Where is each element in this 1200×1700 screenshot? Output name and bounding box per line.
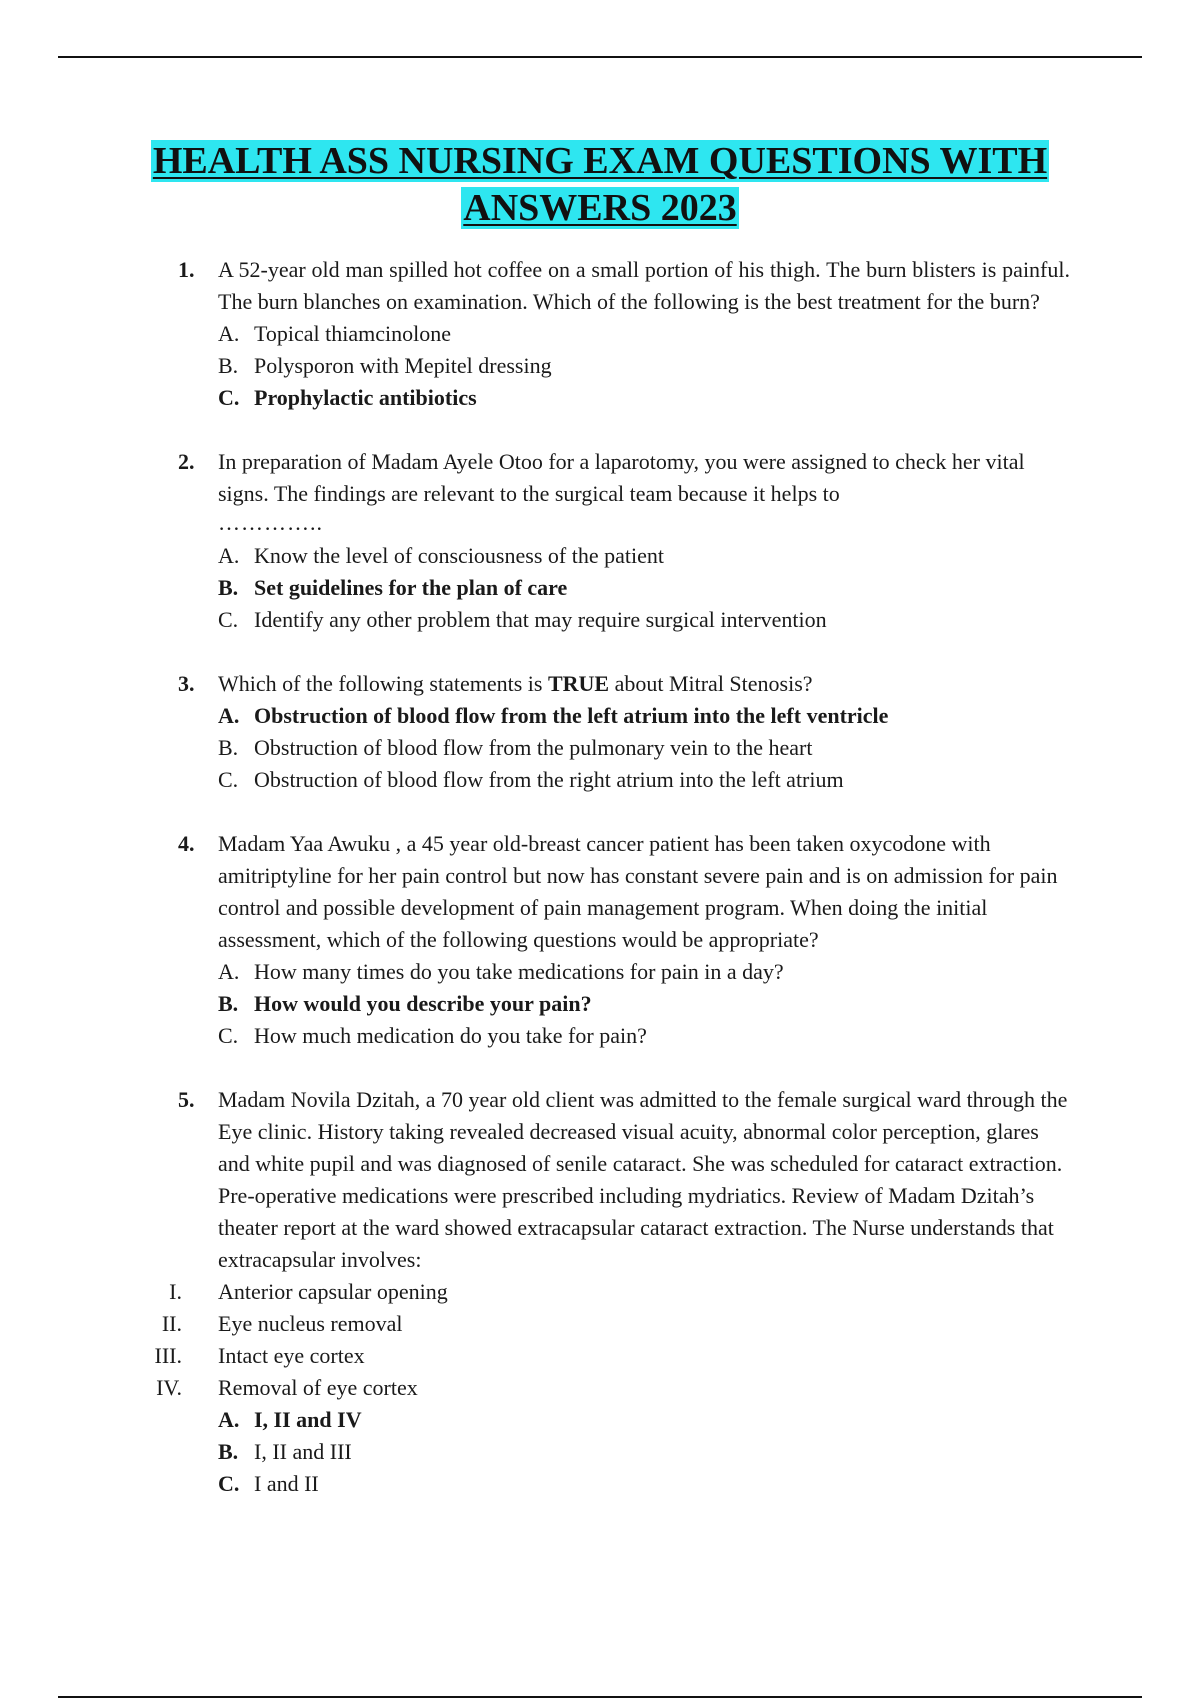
question-1 [0,254,1200,414]
question-number: 3. [178,671,195,696]
option-letter: B. [218,991,239,1016]
option-text: I, II and IV [254,1407,362,1432]
question-text: A 52-year old man spilled hot coffee on a small portion of his thigh. The burn blisters is painful. The burn blanches on examination. Which of the following is the best treatment for the burn? [218,257,1070,314]
option-text: I and II [254,1471,319,1496]
option-a [218,956,1200,988]
option-letter: C. [218,1023,239,1048]
option-c [218,1468,1200,1500]
option-c [218,604,1200,636]
option-text: How would you describe your pain? [254,991,592,1016]
option-b-correct [218,988,1200,1020]
option-b [218,350,1200,382]
option-letter: B. [218,575,239,600]
option-letter: B. [218,735,239,760]
question-text: Madam Novila Dzitah, a 70 year old client was admitted to the female surgical ward through the Eye clinic. History taking revealed decreased visual acuity, abnormal color perception, glares and white pupil and was diagnosed of senile cataract. She was scheduled for cataract extraction. Pre-operative medications were prescribed including mydriatics. Review of Madam Dzitah’s theater report at the ward showed extracapsular cataract extraction. The Nurse understands that extracapsular involves: [218,1087,1068,1272]
roman-text: Anterior capsular opening [218,1279,448,1304]
roman-item-1 [0,1276,1200,1308]
option-text: Set guidelines for the plan of care [254,575,568,600]
option-letter: C. [218,1471,240,1496]
question-number: 1. [178,257,195,282]
option-b [218,732,1200,764]
question-4 [0,828,1200,1052]
option-b-correct [218,572,1200,604]
option-a-correct [218,700,1200,732]
option-text: Topical thiamcinolone [254,321,452,346]
roman-text: Removal of eye cortex [218,1375,418,1400]
question-list [0,254,1200,1532]
title-line-1: HEALTH ASS NURSING EXAM QUESTIONS WITH [152,140,1048,182]
roman-text: Intact eye cortex [218,1343,365,1368]
option-letter: B. [218,1439,239,1464]
option-b [218,1436,1200,1468]
option-letter: A. [218,543,240,568]
option-text: I, II and III [254,1439,352,1464]
option-c-correct [218,382,1200,414]
title-line-2: ANSWERS 2023 [463,187,737,229]
question-text: Madam Yaa Awuku , a 45 year old-breast cancer patient has been taken oxycodone with amitriptyline for her pain control but now has constant severe pain and is on admission for pain control and possible development of pain management program. When doing the initial assessment, which of the following questions would be appropriate? [218,831,1058,952]
roman-numeral: II. [161,1311,182,1336]
roman-numeral: IV. [156,1375,182,1400]
roman-numeral: I. [169,1279,182,1304]
top-rule [58,56,1142,58]
roman-numeral: III. [154,1343,182,1368]
option-letter: B. [218,353,239,378]
question-number: 5. [178,1087,195,1112]
roman-item-3 [0,1340,1200,1372]
question-text [218,668,1070,700]
option-text: Obstruction of blood flow from the left atrium into the left ventricle [254,703,889,728]
option-letter: C. [218,767,239,792]
option-a-correct [218,1404,1200,1436]
question-text-emphasis: TRUE [547,671,610,696]
option-text: How much medication do you take for pain? [254,1023,647,1048]
option-c [218,764,1200,796]
bottom-rule [58,1696,1142,1698]
question-number: 4. [178,831,195,856]
option-letter: A. [218,959,240,984]
roman-item-4 [0,1372,1200,1404]
option-text: Prophylactic antibiotics [254,385,477,410]
question-text-start: Which of the following statements is [218,671,548,696]
option-letter: C. [218,607,239,632]
question-number: 2. [178,449,195,474]
option-text: Know the level of consciousness of the patient [254,543,664,568]
page-title [0,138,1200,232]
option-text: Identify any other problem that may require surgical intervention [254,607,827,632]
option-c [218,1020,1200,1052]
question-5 [0,1084,1200,1500]
roman-text: Eye nucleus removal [218,1311,403,1336]
answer-blank: ………….. [218,510,323,535]
option-letter: A. [218,321,240,346]
option-a [218,540,1200,572]
option-a [218,318,1200,350]
option-letter: A. [218,703,240,728]
option-text: Polysporon with Mepitel dressing [254,353,552,378]
question-text: In preparation of Madam Ayele Otoo for a laparotomy, you were assigned to check her vital signs. The findings are relevant to the surgical team because it helps to [218,449,1025,506]
roman-item-2 [0,1308,1200,1340]
question-text-end: about Mitral Stenosis? [609,671,813,696]
option-text: How many times do you take medications for pain in a day? [254,959,784,984]
option-text: Obstruction of blood flow from the pulmonary vein to the heart [254,735,813,760]
option-text: Obstruction of blood flow from the right atrium into the left atrium [254,767,844,792]
option-letter: A. [218,1407,240,1432]
option-letter: C. [218,385,240,410]
question-3 [0,668,1200,796]
question-2 [0,446,1200,636]
